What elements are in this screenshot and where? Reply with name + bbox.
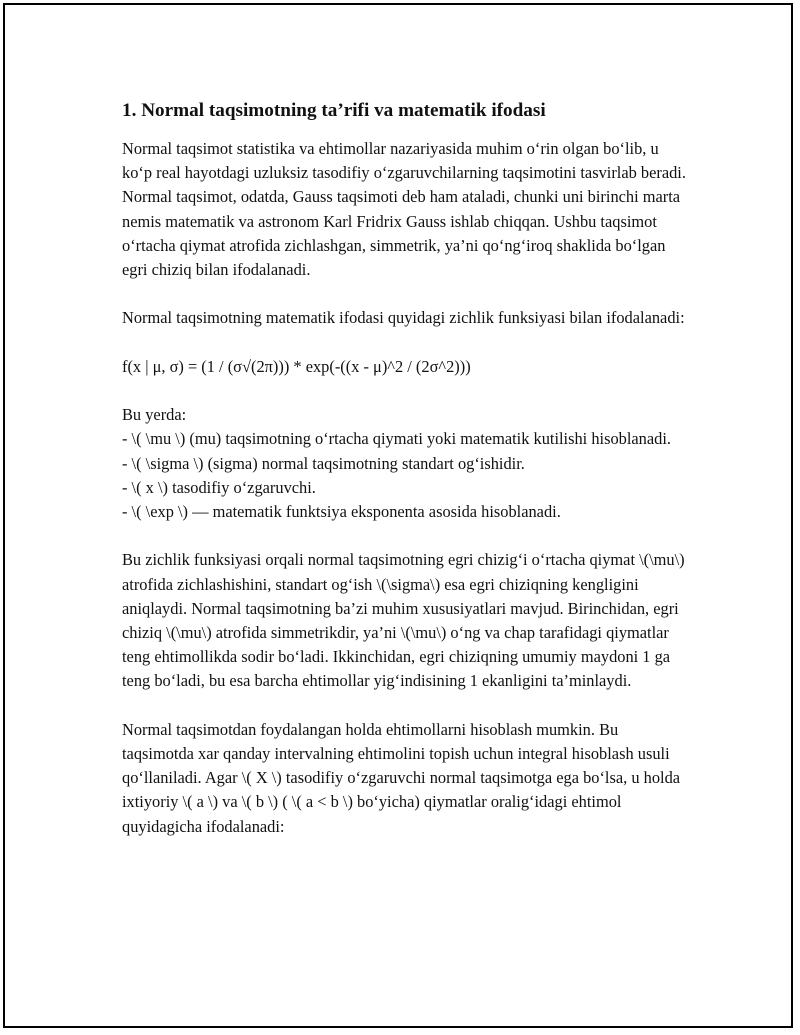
definition-item-sigma: - \( \sigma \) (sigma) normal taqsimotning standart og‘ishidir. [122,453,525,473]
density-formula: f(x | μ, σ) = (1 / (σ√(2π))) * exp(-((x - μ)^2 / (2σ^2))) [122,356,471,376]
definitions-list [122,403,692,524]
definition-item-exp: - \( \exp \) — matematik funktsiya eksponenta asosida hisoblanadi. [122,502,561,521]
paragraph-formula-intro: Normal taqsimotning matematik ifodasi quyidagi zichlik funksiyasi bilan ifodalanadi: [122,308,685,328]
paragraph-properties: Bu zichlik funksiyasi orqali normal taqsimotning egri chizig‘i o‘rtacha qiymat \(\mu\) atrofida zichlashishini, standart og‘ish \(\sigma\) esa egri chiziqning kengligini aniqlaydi. Normal taqsimotning ba’zi muhim xususiyatlari mavjud. Birinchidan, egri chiziq \(\mu\) atrofida simmetrikdir, ya’ni \(\mu\) o‘ng va chap tarafidagi qiymatlar teng ehtimollikda sodir bo‘ladi. Ikkinchidan, egri chiziqning umumiy maydoni 1 ga teng bo‘ladi, bu esa barcha ehtimollar yig‘indisining 1 ekanligini ta’minlaydi. [122,550,685,691]
paragraph-probability: Normal taqsimotdan foydalangan holda ehtimollarni hisoblash mumkin. Bu taqsimotda xar qanday intervalning ehtimolini topish uchun integral hisoblash usuli qo‘llaniladi. Agar \( X \) tasodifiy o‘zgaruvchi normal taqsimotga ega bo‘lsa, u holda ixtiyoriy \( a \) va \( b \) ( \( a < b \) bo‘yicha) qiymatlar oralig‘idagi ehtimol quyidagicha ifodalanadi: [122,719,681,836]
paragraph-intro: Normal taqsimot statistika va ehtimollar nazariyasida muhim o‘rin olgan bo‘lib, u ko‘p real hayotdagi uzluksiz tasodifiy o‘zgaruvchilarning taqsimotini tasvirlab beradi. Normal taqsimot, odatda, Gauss taqsimoti deb ham ataladi, chunki uni birinchi marta nemis matematik va astronom Karl Fridrix Gauss ishlab chiqqan. Ushbu taqsimot o‘rtacha qiymat atrofida zichlashgan, simmetrik, ya’ni qo‘ng‘iroq shaklida bo‘lgan egri chiziq bilan ifodalanadi. [122,139,686,280]
section-heading: 1. Normal taqsimotning ta’rifi va matematik ifodasi [122,100,546,121]
definition-item-x: - \( x \) tasodifiy o‘zgaruvchi. [122,477,316,497]
document-content [122,97,692,863]
document-page [3,3,793,1028]
definition-item-mu: - \( \mu \) (mu) taqsimotning o‘rtacha qiymati yoki matematik kutilishi hisoblanadi. [122,429,671,449]
definitions-intro: Bu yerda: [122,405,187,425]
